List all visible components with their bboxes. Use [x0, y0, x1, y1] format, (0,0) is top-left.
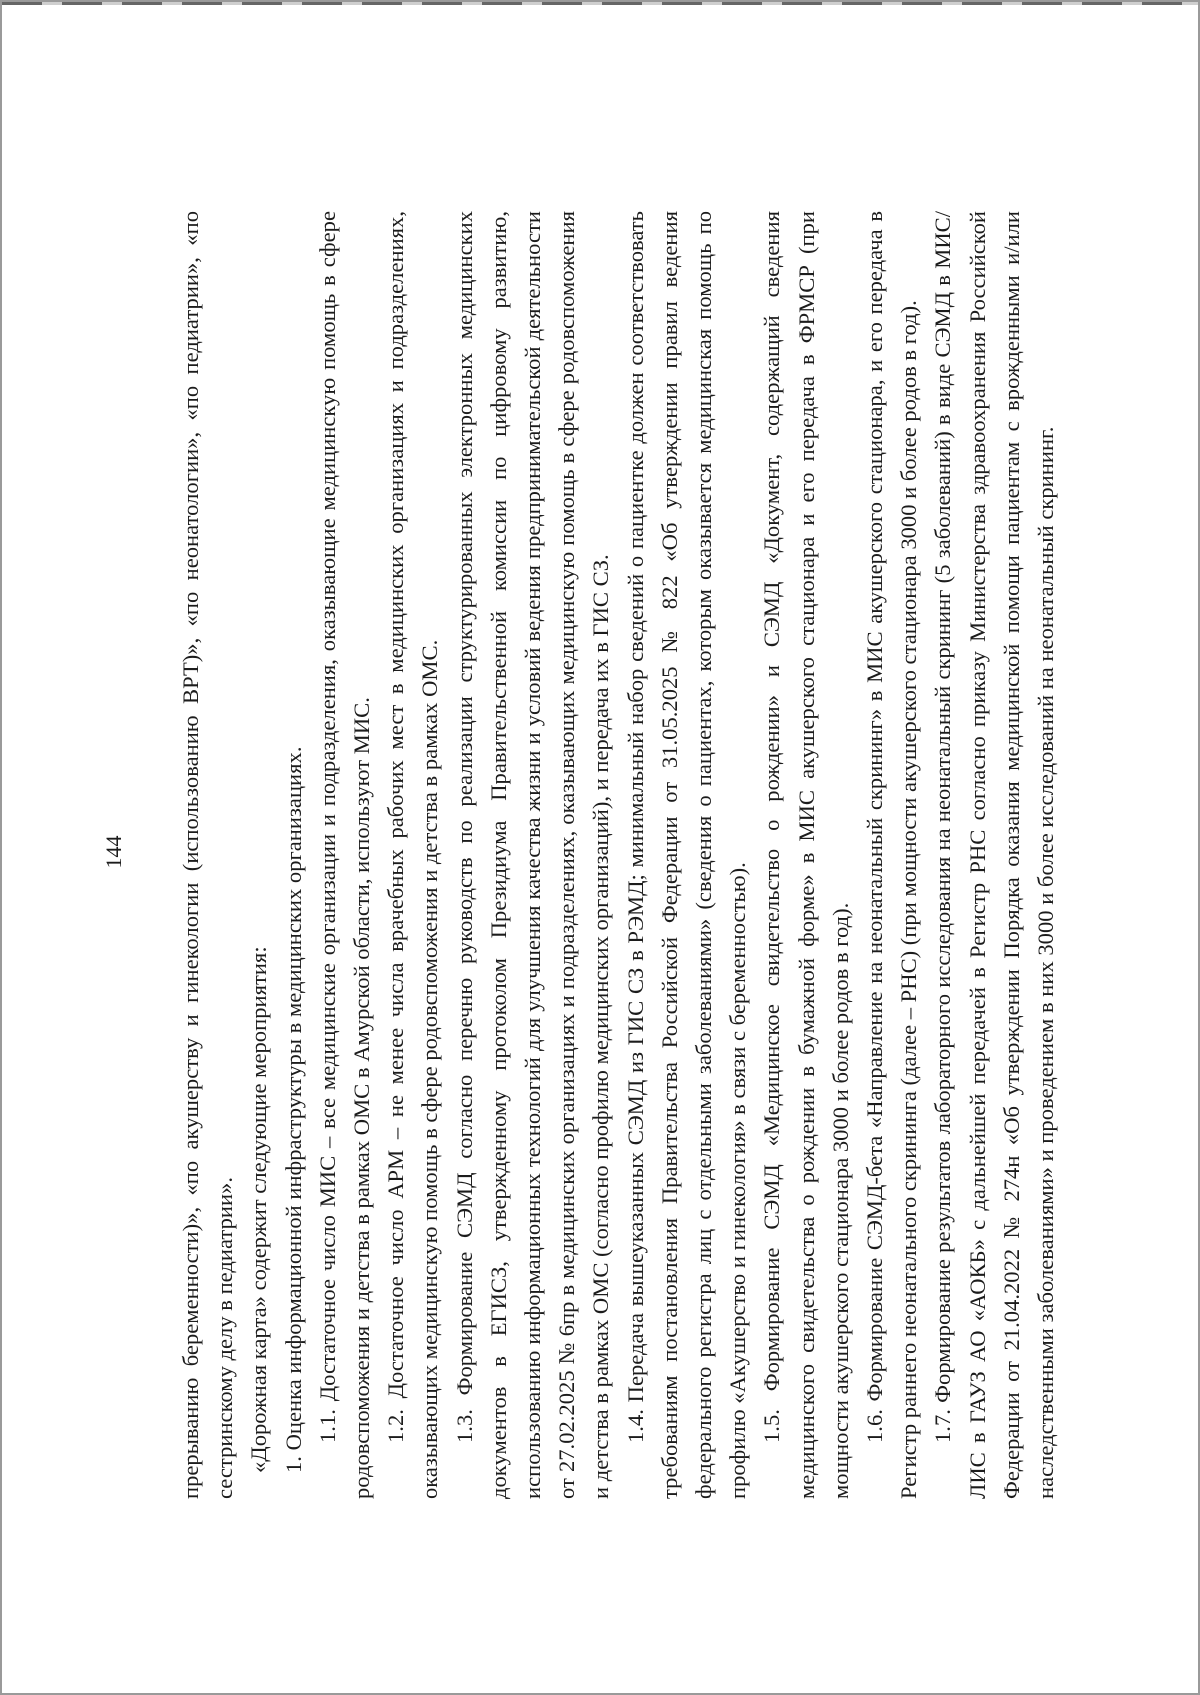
scanned-page	[2, 2, 1198, 1693]
paragraph-item-1-3: 1.3. Формирование СЭМД согласно перечню руководств по реализации структурированных электронных медицинских документов в ЕГИСЗ, утвержденному протоколом Президиума Правительственной комиссии по цифровому развитию, использованию информационных технологий для улучшения качества жизни и условий ведения предпринимательской деятельности от 27.02.2025 № 6пр в медицинских организациях и подразделениях, оказывающих медицинскую помощь в сфере родовспоможения и детства в рамках ОМС (согласно профилю медицинских организаций), и передача их в ГИС СЗ.	[451, 211, 614, 1499]
paragraph-item-1: 1. Оценка информационной инфраструктуры в медицинских организациях.	[280, 746, 306, 1473]
paragraph-roadmap-intro: «Дорожная карта» содержит следующие мероприятия:	[246, 946, 272, 1473]
page-number: 144	[101, 835, 126, 869]
paragraph-item-1-4: 1.4. Передача вышеуказанных СЭМД из ГИС СЗ в РЭМД; минимальный набор сведений о пациентке должен соответствовать требованиям постановления Правительства Российской Федерации от 31.05.2025 № 822 «Об утверждении правил ведения федерального регистра лиц с отдельными заболеваниями» (сведения о пациентах, которым оказывается медицинская помощь по профилю «Акушерство и гинекология» в связи с беременностью).	[622, 211, 751, 1499]
paragraph-item-1-2: 1.2. Достаточное число АРМ – не менее числа врачебных рабочих мест в медицинских организациях и подразделениях, оказывающих медицинскую помощь в сфере родовспоможения и детства в рамках ОМС.	[383, 211, 443, 1499]
paragraph-continuation: прерыванию беременности)», «по акушерству и гинекологии (использованию ВРТ)», «по неонатологии», «по педиатрии», «по сестринскому делу в педиатрии».	[178, 211, 238, 1499]
paragraph-item-1-5: 1.5. Формирование СЭМД «Медицинское свидетельство о рождении» и СЭМД «Документ, содержащий сведения медицинского свидетельства о рождении в бумажной форме» в МИС акушерского стационара и его передача в ФРМСР (при мощности акушерского стационара 3000 и более родов в год).	[759, 211, 853, 1499]
body-text	[174, 211, 1063, 1499]
rotated-page-content	[37, 57, 1082, 1647]
scan-edge	[2, 2, 1198, 5]
paragraph-item-1-1: 1.1. Достаточное число МИС – все медицинские организации и подразделения, оказывающие медицинскую помощь в сфере родовспоможения и детства в рамках ОМС в Амурской области, используют МИС.	[314, 211, 375, 1499]
paragraph-item-1-7: 1.7. Формирование результатов лабораторного исследования на неонатальный скрининг (5 заболеваний) в виде СЭМД в МИС/ЛИС в ГАУЗ АО «АОКБ» с дальнейшей передачей в Регистр РНС согласно приказу Министерства здравоохранения Российской Федерации от 21.04.2022 № 274н «Об утверждении Порядка оказания медицинской помощи пациентам с врожденными и/или наследственными заболеваниями» и проведением в них 3000 и более исследований на неонатальный скрининг.	[930, 211, 1059, 1499]
paragraph-item-1-6: 1.6. Формирование СЭМД-бета «Направление на неонатальный скрининг» в МИС акушерского стационара, и его передача в Регистр раннего неонатального скрининга (далее – РНС) (при мощности акушерского стационара 3000 и более родов в год).	[862, 211, 922, 1499]
